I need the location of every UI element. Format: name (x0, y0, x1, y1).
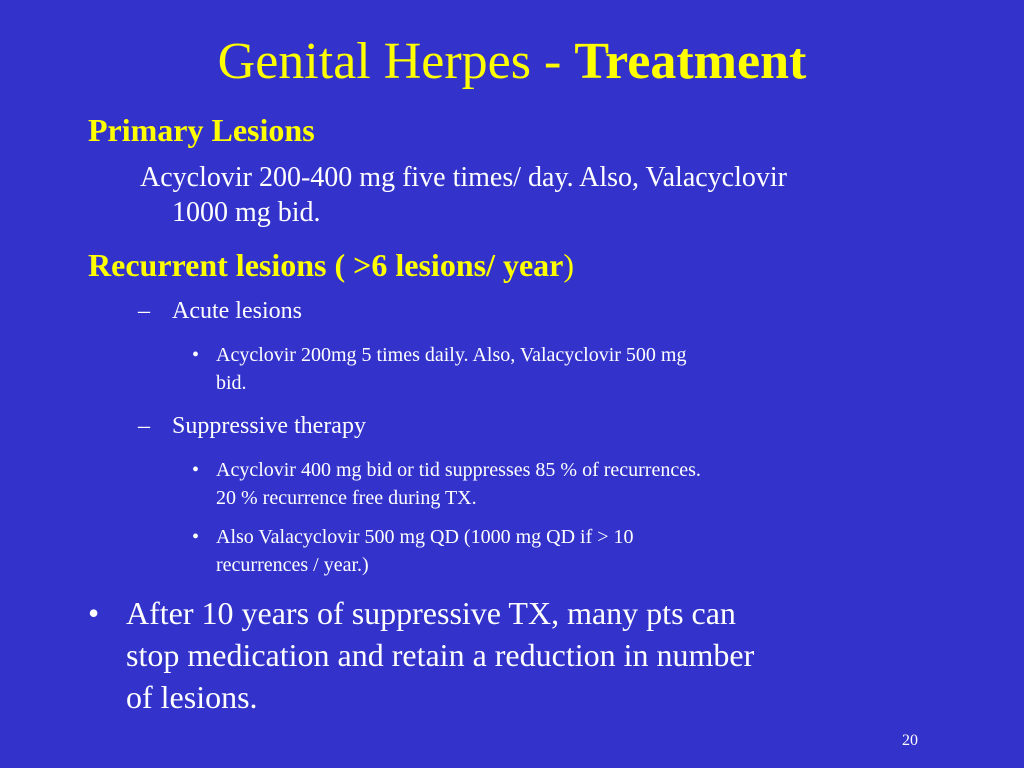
acute-bullet-line2: bid. (216, 372, 247, 394)
suppressive-therapy-label: Suppressive therapy (172, 413, 366, 439)
slide-title (0, 28, 1024, 96)
acute-bullet-glyph: • (192, 344, 200, 366)
supp-bullet2-glyph: • (192, 526, 200, 548)
slide-title-normal: Genital Herpes - (217, 33, 575, 90)
page-number: 20 (902, 732, 918, 749)
slide-title-bold: Treatment (574, 33, 807, 90)
primary-lesions-heading: Primary Lesions (88, 112, 315, 148)
acute-lesions-label: Acute lesions (172, 298, 302, 324)
suppressive-dash: – (138, 413, 150, 439)
final-bullet-line1: After 10 years of suppressive TX, many pts can (126, 595, 736, 631)
recurrent-heading-bold: Recurrent lesions ( >6 lesions/ year (88, 247, 564, 283)
supp-bullet1-line2: 20 % recurrence free during TX. (216, 487, 477, 509)
primary-lesions-body-line2: 1000 mg bid. (172, 197, 321, 228)
recurrent-lesions-heading (88, 247, 574, 283)
supp-bullet2-line2: recurrences / year.) (216, 554, 369, 576)
supp-bullet1-line1: Acyclovir 400 mg bid or tid suppresses 85 % of recurrences. (216, 459, 701, 481)
primary-lesions-body-line1: Acyclovir 200-400 mg five times/ day. Also, Valacyclovir (140, 162, 787, 193)
final-bullet-line3: of lesions. (126, 679, 258, 715)
final-bullet-glyph: • (88, 595, 100, 631)
final-bullet-line2: stop medication and retain a reduction in number (126, 637, 755, 673)
recurrent-heading-tail: ) (563, 247, 575, 283)
supp-bullet2-line1: Also Valacyclovir 500 mg QD (1000 mg QD if > 10 (216, 526, 634, 548)
supp-bullet1-glyph: • (192, 459, 200, 481)
acute-bullet-line1: Acyclovir 200mg 5 times daily. Also, Valacyclovir 500 mg (216, 344, 687, 366)
acute-dash: – (138, 298, 150, 324)
